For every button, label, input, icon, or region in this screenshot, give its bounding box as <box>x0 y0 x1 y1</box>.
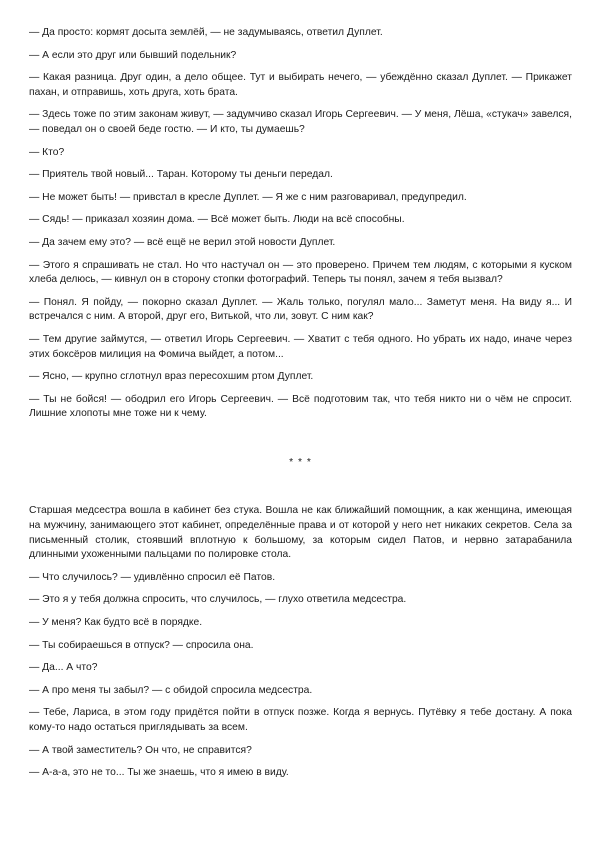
section-2 <box>29 504 572 780</box>
paragraph: — Понял. Я пойду, — покорно сказал Дуплет. — Жаль только, погулял мало... Заметут меня. На виду я... И встречался с ним. А второй, друг его, Витькой, что ли, зовут. С ним как? <box>29 296 572 323</box>
paragraph: — Тем другие займутся, — ответил Игорь Сергеевич. — Хватит с тебя одного. Но убрать их надо, иначе через этих боксёров милиция на Фомича выйдет, а потом... <box>29 333 572 360</box>
paragraph: — А твой заместитель? Он что, не справится? <box>29 744 252 756</box>
paragraph: — Тебе, Лариса, в этом году придётся пойти в отпуск позже. Когда я вернусь. Путёвку я тебе достану. А пока кому-то надо остаться приглядывать за всем. <box>29 707 572 733</box>
paragraph: — Ты собираешься в отпуск? — спросила она. <box>29 639 254 651</box>
paragraph: — Приятель твой новый... Таран. Которому ты деньги передал. <box>29 169 333 181</box>
paragraph: — А про меня ты забыл? — с обидой спросила медсестра. <box>29 684 313 696</box>
paragraph: — Не может быть! — привстал в кресле Дуплет. — Я же с ним разговаривал, предупредил. <box>29 191 467 203</box>
paragraph: — Этого я спрашивать не стал. Но что настучал он — это проверено. Причем тем людям, с которыми я куском хлеба делюсь, — кивнул он в сторону стопки фотографий. Теперь ты понял, зачем я тебя вызвал? <box>29 259 572 286</box>
paragraph: — Что случилось? — удивлённо спросил её Патов. <box>29 571 276 583</box>
paragraph: — Здесь тоже по этим законам живут, — задумчиво сказал Игорь Сергеевич. — У меня, Лёша, «стукач» завелся, — поведал он о своей беде гостю. — И кто, ты думаешь? <box>29 109 572 135</box>
section-separator: * * * <box>289 456 312 468</box>
paragraph: — А-а-а, это не то... Ты же знаешь, что я имею в виду. <box>29 767 289 779</box>
section-1 <box>29 26 572 422</box>
paragraph: — Сядь! — приказал хозяин дома. — Всё может быть. Люди на всё способны. <box>29 214 405 226</box>
paragraph: — Да зачем ему это? — всё ещё не верил этой новости Дуплет. <box>29 236 336 248</box>
paragraph: — Да... А что? <box>29 662 98 674</box>
paragraph: — У меня? Как будто всё в порядке. <box>29 617 203 629</box>
paragraph: — Ты не бойся! — ободрил его Игорь Сергеевич. — Всё подготовим так, что тебя никто ни о чём не спросит. Лишние хлопоты мне тоже ни к чему. <box>29 393 572 420</box>
paragraph: — Это я у тебя должна спросить, что случилось, — глухо ответила медсестра. <box>29 594 407 606</box>
paragraph: — Ясно, — крупно сглотнул враз пересохшим ртом Дуплет. <box>29 371 314 383</box>
paragraph: — Да просто: кормят досыта землёй, — не задумываясь, ответил Дуплет. <box>29 27 383 38</box>
paragraph: — Кто? <box>29 146 65 158</box>
paragraph: Старшая медсестра вошла в кабинет без стука. Вошла не как ближайший помощник, а как женщина, имеющая на мужчину, занимающего этот кабинет, определённые права и от которой у него нет никаких секретов. Села за письменный столик, стоявший вплотную к большому, за которым сидел Патов, и нервно затарабанила длинными ухоженными пальцами по полировке стола. <box>29 505 572 561</box>
paragraph: — А если это друг или бывший подельник? <box>29 49 237 61</box>
paragraph: — Какая разница. Друг один, а дело общее. Тут и выбирать нечего, — убеждённо сказал Дуплет. — Прикажет пахан, и отправишь, хоть друга, хоть брата. <box>29 72 572 98</box>
